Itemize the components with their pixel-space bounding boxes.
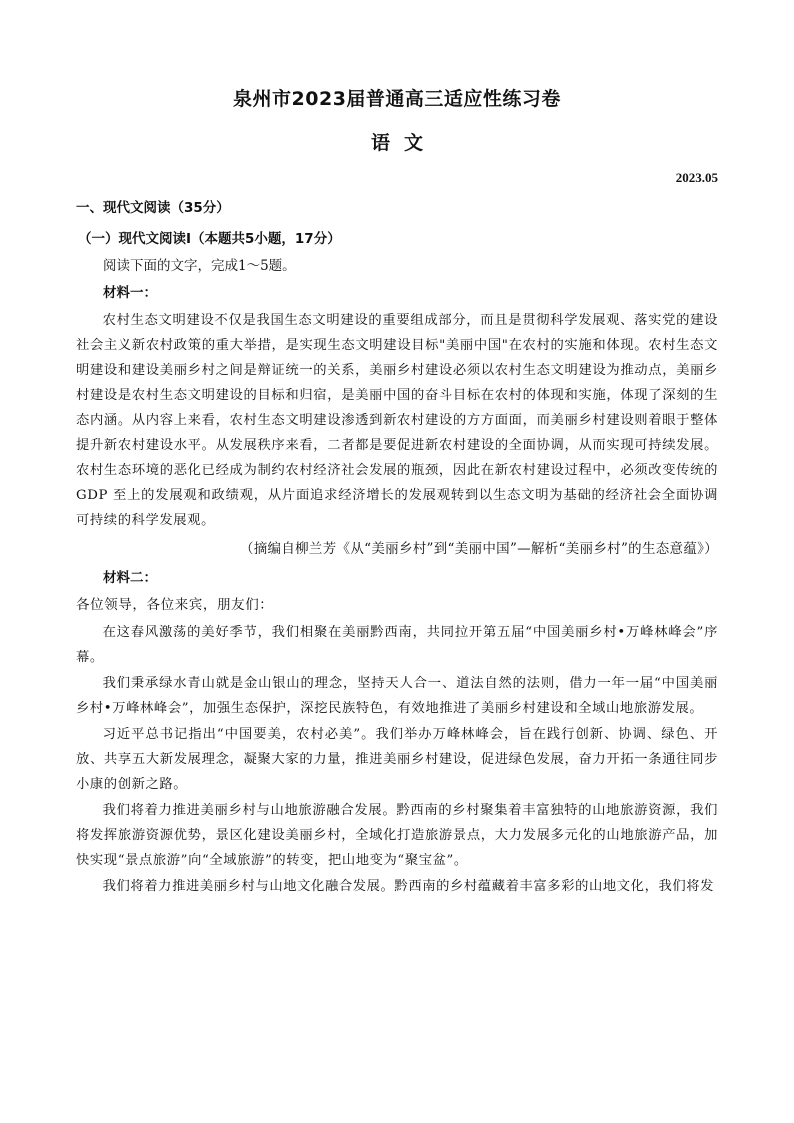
speech-paragraph: 习近平总书记指出“中国要美，农村必美”。我们举办万峰林峰会，旨在践行创新、协调、绿色、开放、共享五大新发展理念，凝聚大家的力量，推进美丽乡村建设，促进绿色发展，奋力开拓一条通往同步小康的创新之路。 xyxy=(76,727,718,792)
speech-paragraph: 我们秉承绿水青山就是金山银山的理念，坚持天人合一、道法自然的法则，借力一年一届“中国美丽乡村•万峰林峰会”，加强生态保护，深挖民族特色，有效地推进了美丽乡村建设和全域山地旅游发展。 xyxy=(76,676,718,716)
material-source: （摘编自柳兰芳《从“美丽乡村”到“美丽中国”—解析“美丽乡村”的生态意蕴》） xyxy=(239,541,718,557)
section-heading: 一、现代文阅读（35分） xyxy=(76,200,230,216)
material-label: 材料二： xyxy=(103,570,157,586)
material-paragraph: 农村生态文明建设不仅是我国生态文明建设的重要组成部分，而且是贯彻科学发展观、落实党的建设社会主义新农村政策的重大举措，是实现生态文明建设目标"美丽中国"在农村的实施和体现。农村生态文明建设和建设美丽乡村之间是辩证统一的关系，美丽乡村建设必须以农村生态文明建设为推动点，美丽乡村建设是农村生态文明建设的目标和归宿，是美丽中国的奋斗目标在农村的体现和实施，体现了深刻的生态内涵。从内容上来看，农村生态文明建设渗透到新农村建设的方方面面，而美丽乡村建设则着眼于整体提升新农村建设水平。从发展秩序来看，二者都是要促进新农村建设的全面协调，从而实现可持续发展。农村生态环境的恶化已经成为制约农村经济社会发展的瓶颈，因此在新农村建设过程中，必须改变传统的GDP 至上的发展观和政绩观，从片面追求经济增长的发展观转到以生态文明为基础的经济社会全面协调可持续的科学发展观。 xyxy=(76,313,718,528)
exam-date: 2023.05 xyxy=(675,170,718,185)
exam-title: 泉州市2023届普通高三适应性练习卷 xyxy=(233,88,561,110)
speech-paragraph: 我们将着力推进美丽乡村与山地文化融合发展。黔西南的乡村蕴藏着丰富多彩的山地文化，我们将发 xyxy=(102,879,715,894)
subject-title: 语文 xyxy=(370,132,437,154)
speech-paragraph: 在这春风激荡的美好季节，我们相聚在美丽黔西南，共同拉开第五届“中国美丽乡村•万峰林峰会”序幕。 xyxy=(76,625,718,665)
instruction-text: 阅读下面的文字，完成1～5题。 xyxy=(103,258,296,274)
speech-paragraph: 我们将着力推进美丽乡村与山地旅游融合发展。黔西南的乡村聚集着丰富独特的山地旅游资源，我们将发挥旅游资源优势，景区化建设美丽乡村，全域化打造旅游景点，大力发展多元化的山地旅游产品，加快实现“景点旅游”向“全域旅游”的转变，把山地变为“聚宝盆”。 xyxy=(76,803,718,868)
subsection-heading: （一）现代文阅读Ⅰ（本题共5小题，17分） xyxy=(78,231,341,247)
speech-greeting: 各位领导，各位来宾，朋友们： xyxy=(76,597,274,613)
material-label: 材料一： xyxy=(103,285,157,301)
document-body xyxy=(76,196,718,900)
